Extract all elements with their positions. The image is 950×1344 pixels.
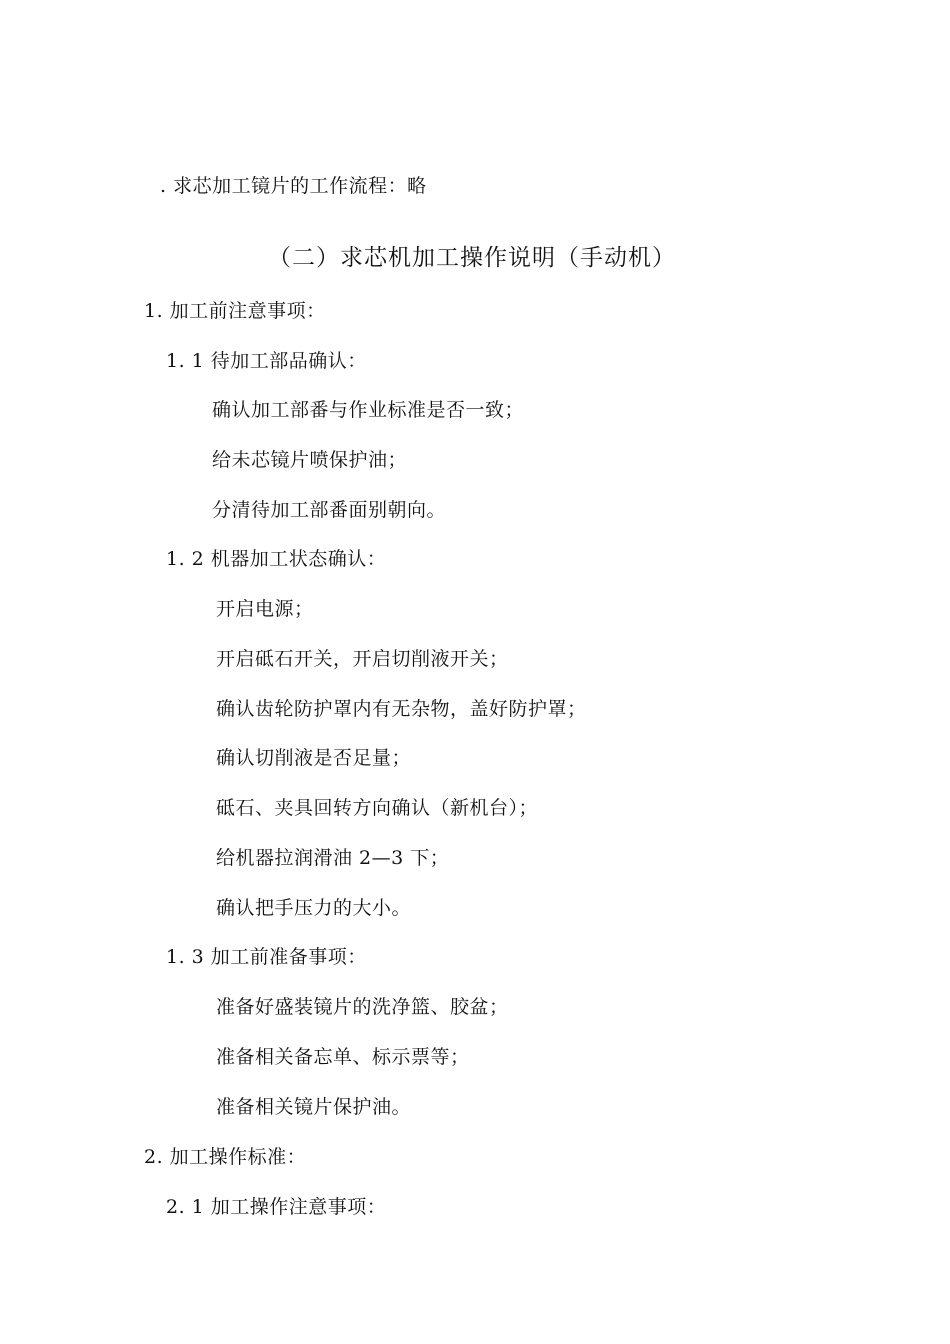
subheading-1-3: 1. 3 加工前准备事项： — [166, 946, 367, 968]
item-1-1-2: 给未芯镜片喷保护油； — [212, 449, 408, 471]
item-1-1-1: 确认加工部番与作业标准是否一致； — [212, 399, 525, 421]
item-1-3-3: 准备相关镜片保护油。 — [216, 1096, 412, 1118]
item-1-2-5: 砥石、夹具回转方向确认（新机台）； — [216, 797, 539, 819]
item-1-3-1: 准备好盛装镜片的洗净篮、胶盆； — [216, 996, 509, 1018]
subheading-2-1: 2. 1 加工操作注意事项： — [166, 1196, 387, 1218]
subheading-1-2: 1. 2 机器加工状态确认： — [166, 548, 387, 570]
heading-1: 1. 加工前注意事项： — [144, 300, 326, 322]
item-1-3-2: 准备相关备忘单、标示票等； — [216, 1046, 470, 1068]
item-1-2-1: 开启电源； — [216, 598, 314, 620]
item-1-2-2: 开启砥石开关，开启切削液开关； — [216, 648, 509, 670]
item-1-2-4: 确认切削液是否足量； — [216, 747, 412, 769]
item-1-2-7: 确认把手压力的大小。 — [216, 897, 412, 919]
subheading-1-1: 1. 1 待加工部品确认： — [166, 350, 367, 372]
item-1-2-3: 确认齿轮防护罩内有无杂物，盖好防护罩； — [216, 698, 587, 720]
section-title: （二）求芯机加工操作说明（手动机） — [268, 245, 676, 271]
intro-line: . 求芯加工镜片的工作流程：略 — [160, 175, 427, 197]
heading-2: 2. 加工操作标准： — [144, 1146, 307, 1168]
item-1-2-6: 给机器拉润滑油 2—3 下； — [216, 847, 450, 869]
item-1-1-3: 分清待加工部番面别朝向。 — [212, 499, 447, 521]
